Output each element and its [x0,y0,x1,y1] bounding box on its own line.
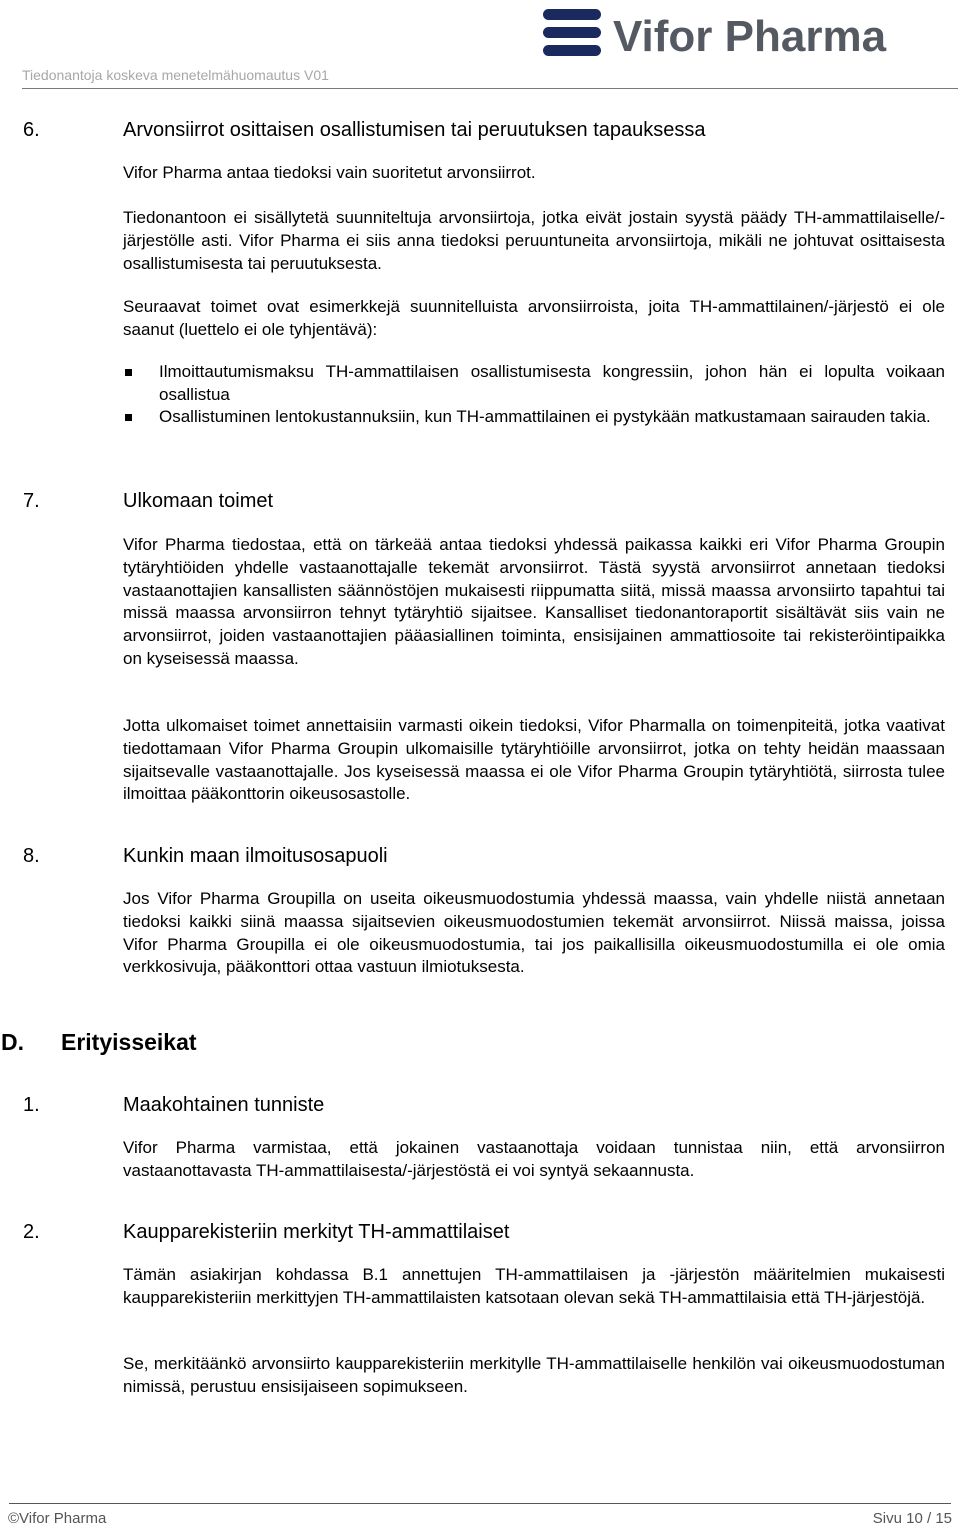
footer-company: ©Vifor Pharma [8,1510,107,1527]
section-6-heading: Arvonsiirrot osittaisen osallistumisen tai peruutuksen tapauksessa [123,119,706,141]
header-rule [22,88,958,89]
logo-wordmark: Vifor Pharma [613,12,887,61]
bullet-square-icon [125,414,132,421]
logo-stripes-icon [543,9,601,56]
section-d-heading: Erityisseikat [61,1029,197,1055]
subsection-1-paragraph: Vifor Pharma varmistaa, että jokainen vastaanottaja voidaan tunnistaa niin, että arvonsiirron vastaanottavasta TH-ammattilaisesta/-järjestöstä ei voi syntyä sekaannusta. [123,1138,945,1180]
subsection-2-heading: Kaupparekisteriin merkityt TH-ammattilaiset [123,1221,510,1243]
section-8-paragraph-1: Jos Vifor Pharma Groupilla on useita oikeusmuodostumia yhdessä maassa, vain yhdelle niistä annetaan tiedoksi kaikki siinä maassa sijaitsevien oikeusmuodostumien tekemät arvonsiirrot. Niissä maissa, joissa Vifor Pharma Groupilla ei ole oikeusmuodostumia, tai jos paikallisilla oikeusmuodostumilla ei ole omia verkkosivuja, pääkonttori ottaa vastuun ilmiotuksesta. [123,889,945,977]
section-d-letter: D. [1,1029,24,1055]
section-7-paragraph-1: Vifor Pharma tiedostaa, että on tärkeää antaa tiedoksi yhdessä paikassa kaikki eri Vifor Pharma Groupin tytäryhtiöiden yhdelle vastaanottajalle tekemät arvonsiirrot. Tästä syystä arvonsiirrot annetaan tiedoksi vastaanottajien kansallisten säännöstöjen mukaisesti riippumatta siitä, missä maassa arvonsiirto tapahtui tai missä maassa arvonsiirron tehnyt tytäryhtiö sijaitsee. Kansalliset tiedonantoraportit sisältävät siis vain ne arvonsiirrot, joiden vastaanottajien pääasiallinen toiminta, ensisijainen ammattiosoite tai rekisteröintipaikka on kyseisessä maassa. [123,535,945,668]
bullet-square-icon [125,369,132,376]
section-6-paragraph-2: Tiedonantoon ei sisällytetä suunniteltuja arvonsiirtoja, jotka eivät jostain syystä päädy TH-ammattilaiselle/-järjestölle asti. Vifor Pharma ei siis anna tiedoksi peruuntuneita arvonsiirtoja, mikäli ne johtuvat osittaisesta osallistumisesta tai peruutuksesta. [123,208,945,273]
section-7-number: 7. [23,490,40,512]
subsection-2-number: 2. [23,1221,40,1243]
vifor-pharma-logo [543,5,938,65]
header-document-title: Tiedonantoja koskeva menetelmähuomautus V01 [22,67,329,83]
section-6-paragraph-3: Seuraavat toimet ovat esimerkkejä suunnitelluista arvonsiirroista, joita TH-ammattilainen/-järjestö ei ole saanut (luettelo ei ole tyhjentävä): [123,297,945,339]
section-6-bullet-2: Osallistuminen lentokustannuksiin, kun TH-ammattilainen ei pystykään matkustamaan sairauden takia. [159,407,931,426]
section-6-number: 6. [23,119,40,141]
section-6-bullet-1: Ilmoittautumismaksu TH-ammattilaisen osallistumisesta kongressiin, johon hän ei lopulta voikaan osallistua [159,362,945,404]
section-8-heading: Kunkin maan ilmoitusosapuoli [123,845,388,867]
section-8-number: 8. [23,845,40,867]
subsection-1-number: 1. [23,1094,40,1116]
subsection-1-heading: Maakohtainen tunniste [123,1094,325,1116]
section-6-paragraph-1: Vifor Pharma antaa tiedoksi vain suoritetut arvonsiirrot. [123,163,536,182]
section-7-heading: Ulkomaan toimet [123,490,274,512]
footer-rule [9,1503,951,1504]
subsection-2-paragraph-1: Tämän asiakirjan kohdassa B.1 annettujen TH-ammattilaisen ja -järjestön määritelmien mukaisesti kaupparekisteriin merkittyjen TH-ammattilaisten katsotaan olevan sekä TH-ammattilaisia että TH-järjestöjä. [123,1265,945,1307]
section-7-paragraph-2: Jotta ulkomaiset toimet annettaisiin varmasti oikein tiedoksi, Vifor Pharmalla on toimenpiteitä, jotka vaativat tiedottamaan Vifor Pharma Groupin ulkomaisille tytäryhtiöille arvonsiirrot, jotka on tehty heidän maassaan sijaitsevalle vastaanottajalle. Jos kyseisessä maassa ei ole Vifor Pharma Groupin tytäryhtiötä, siirrosta tulee ilmoittaa pääkonttorin oikeusosastolle. [123,716,945,804]
subsection-2-paragraph-2: Se, merkitäänkö arvonsiirto kaupparekisteriin merkitylle TH-ammattilaiselle henkilön vai oikeusmuodostuman nimissä, perustuu ensisijaiseen sopimukseen. [123,1354,945,1396]
footer-page-number: Sivu 10 / 15 [872,1510,952,1527]
